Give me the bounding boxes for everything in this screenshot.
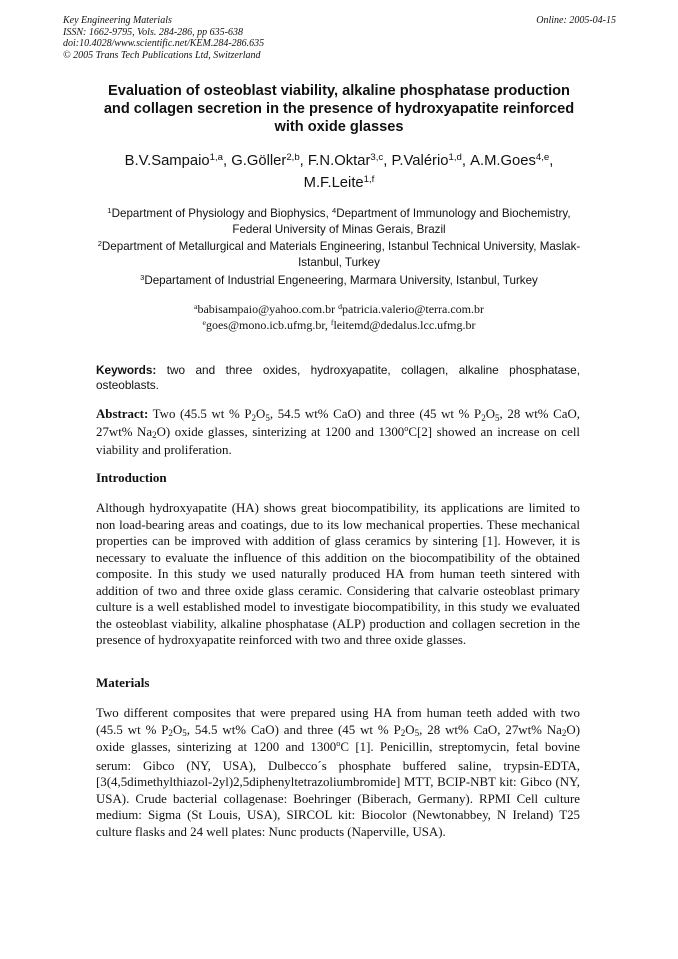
author-3: F.N.Oktar$^{3,c}$, bbox=[307, 151, 392, 169]
email-link[interactable]: leitemd@dedalus.lcc.ufmg.br bbox=[333, 318, 476, 332]
copyright-line: © 2005 Trans Tech Publications Ltd, Switzerland bbox=[63, 49, 261, 61]
journal-name: Key Engineering Materials bbox=[63, 15, 172, 26]
author-list bbox=[96, 151, 582, 195]
author-5: A.M.Goes$^{4,e}$, bbox=[470, 151, 554, 169]
author-emails: $^a$babisampaio@yahoo.com.br $^d$patricia.valerio@terra.com.br $^e$goes@mono.icb.ufmg.br, $^f$leitemd@dedalus.lcc.ufmg.br bbox=[193, 301, 485, 332]
introduction-heading: Introduction bbox=[96, 470, 167, 485]
affiliation-2: $^2$Department of Metallurgical and Materials Engineering, Istanbul Technical University, Maslak-Istanbul, Turkey bbox=[97, 238, 581, 269]
issn-line: ISSN: 1662-9795, Vols. 284-286, pp 635-638 bbox=[63, 26, 243, 38]
author-name: B.V.Sampaio bbox=[124, 153, 210, 169]
author-sup: 3,c bbox=[370, 151, 384, 163]
email-link[interactable]: patricia.valerio@terra.com.br bbox=[342, 302, 485, 316]
affiliation-3: $^3$Departament of Industrial Engeneering, Marmara University, Istanbul, Turkey bbox=[140, 272, 538, 287]
author-name: G.Göller bbox=[231, 153, 287, 169]
abstract-label: Abstract: bbox=[96, 407, 149, 421]
author-sup: 1,f bbox=[363, 173, 375, 185]
keywords-label: Keywords: bbox=[96, 363, 157, 377]
abstract-paragraph: Abstract: Two (45.5 wt % $P_2O_5$, 54.5 wt% CaO) and three (45 wt % $P_2O_5$, 28 wt% CaO, 27wt% $Na_2O$) oxide glasses, sinterizing at 1200 and 1300$^o$C[2] showed an increase on cell viability and proliferation. bbox=[96, 407, 580, 457]
author-sup: 1,a bbox=[209, 151, 223, 163]
author-name: M.F.Leite bbox=[303, 175, 364, 191]
author-4: P.Valério$^{1,d}$, bbox=[391, 151, 471, 169]
keywords-paragraph: Keywords: two and three oxides, hydroxyapatite, collagen, alkaline phosphatase, osteoblasts. bbox=[96, 363, 580, 392]
email-link[interactable]: babisampaio@yahoo.com.br bbox=[197, 302, 339, 316]
email-link[interactable]: goes@mono.icb.ufmg.br, bbox=[205, 318, 331, 332]
online-date: Online: 2005-04-15 bbox=[536, 15, 616, 26]
materials-paragraph: Two different composites that were prepared using HA from human teeth added with two (45.5 wt % $P_2O_5$, 54.5 wt% CaO) and three (45 wt % $P_2O_5$, 28 wt% CaO, 27wt% $Na_2O$) oxide glasses, sinterizing at 1200 and 1300$^o$C [1]. Penicillin, streptomycin, fetal bovine serum: Gibco (NY, USA), Dulbecco´s phosphate buffered saline, trypsin-EDTA, [3(4,5dimethylthiazol-2yl)2,5diphenyltetrazoliumbromide] MTT, BCIP-NBT kit: Gibco (NY, USA). Crude bacterial collagenase: Boehringer (Biberach, Germany). RPMI Cell culture medium: Sigma (St Louis, USA), SIRCOL kit: Biocolor (Newtonabbey, N Ireland) T25 culture flasks and 24 well plates: Nunc products (Naperville, USA). bbox=[96, 706, 581, 839]
page-header bbox=[63, 15, 616, 61]
author-name: P.Valério bbox=[391, 153, 449, 169]
doi-line: doi:10.4028/www.scientific.net/KEM.284-286.635 bbox=[63, 38, 265, 49]
author-name: F.N.Oktar bbox=[307, 153, 371, 169]
paper-title: Evaluation of osteoblast viability, alkaline phosphatase production and collagen secretion in the presence of hydroxyapatite reinforced with oxide glasses bbox=[103, 83, 575, 135]
author-sup: 2,b bbox=[286, 151, 300, 163]
author-2: G.Göller$^{2,b}$, bbox=[231, 151, 308, 169]
affiliation-1-4: $^1$Department of Physiology and Biophysics, $^4$Department of Immunology and Biochemistry, Federal University of Minas Gerais, Brazil bbox=[107, 205, 571, 236]
author-sup: 1,d bbox=[448, 151, 462, 163]
author-name: A.M.Goes bbox=[470, 153, 536, 169]
author-6 bbox=[304, 175, 375, 191]
introduction-paragraph: Although hydroxyapatite (HA) shows great biocompatibility, its applications are limited to non load-bearing areas and coatings, due to its low mechanical properties. These mechanical properties can be improved with addition of glass ceramics by sintering [1]. However, it is necessary to evaluate the influence of this addition on the biocompatibility of the obtained composite. In this study we used naturally produced HA from human teeth sintered with addition of two and three oxide glass ceramic. Considering that calvarie osteoblast primary culture is a well established model to investigate biocompatibility, in this study we evaluated the osteoblast viability, alkaline phosphatase (ALP) production and collagen secretion in the presence of hydroxyapatite reinforced with two and three oxide glasses. bbox=[96, 501, 580, 647]
materials-heading: Materials bbox=[96, 675, 150, 690]
author-1: B.V.Sampaio$^{1,a}$, bbox=[124, 151, 232, 169]
author-sup: 4,e bbox=[535, 151, 550, 163]
